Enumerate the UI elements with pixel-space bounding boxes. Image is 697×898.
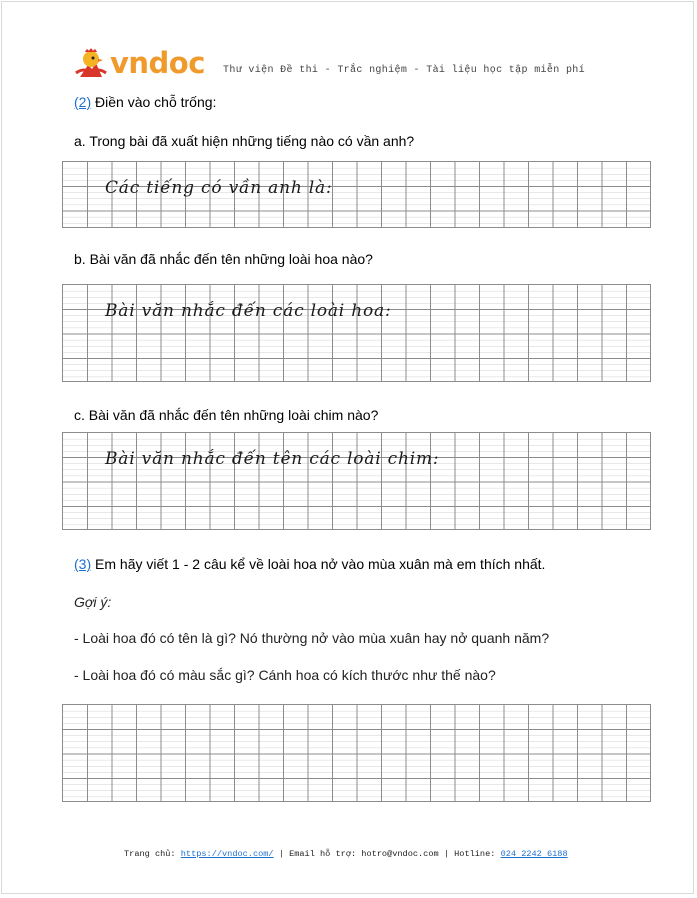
writing-grid-3[interactable]	[62, 704, 651, 802]
writing-grid-b[interactable]	[62, 284, 651, 382]
writing-grid-a[interactable]	[62, 161, 651, 228]
section-3-number[interactable]: (3)	[74, 556, 92, 572]
writing-grid-c[interactable]	[62, 432, 651, 530]
rooster-mascot-icon	[74, 47, 108, 79]
header-tagline: Thư viện Đề thi - Trắc nghiệm - Tài liệu học tập miễn phí	[223, 65, 586, 76]
footer	[124, 849, 568, 859]
footer-email-label: | Email hỗ trợ:	[278, 849, 357, 859]
section-2-heading	[74, 94, 216, 110]
section-2-title: Điền vào chỗ trống:	[95, 94, 217, 110]
footer-email[interactable]: hotro@vndoc.com	[361, 849, 439, 859]
footer-hotline-label: | Hotline:	[443, 849, 496, 859]
grid-lines	[63, 285, 650, 381]
grid-lines	[63, 705, 650, 801]
hint-line-2: - Loài hoa đó có màu sắc gì? Cánh hoa có kích thước như thế nào?	[74, 667, 496, 683]
footer-home-label: Trang chủ:	[124, 849, 176, 859]
footer-home-link[interactable]: https://vndoc.com/	[180, 849, 274, 859]
handwriting-answer-a: Các tiếng có vần anh là:	[105, 178, 333, 198]
question-c: c. Bài văn đã nhắc đến tên những loài chim nào?	[74, 407, 379, 423]
document-page	[1, 1, 694, 894]
hint-label: Gợi ý:	[74, 594, 112, 610]
logo-text: vndoc	[110, 46, 205, 80]
section-3-title: Em hãy viết 1 - 2 câu kể về loài hoa nở vào mùa xuân mà em thích nhất.	[95, 556, 546, 572]
grid-lines	[63, 433, 650, 529]
vndoc-logo[interactable]	[74, 46, 205, 80]
handwriting-answer-b: Bài văn nhắc đến các loài hoa:	[105, 301, 392, 321]
section-2-number[interactable]: (2)	[74, 94, 92, 110]
section-3-heading	[74, 556, 545, 572]
footer-hotline[interactable]: 024 2242 6188	[500, 849, 568, 859]
question-b: b. Bài văn đã nhắc đến tên những loài hoa nào?	[74, 251, 373, 267]
hint-line-1: - Loài hoa đó có tên là gì? Nó thường nở vào mùa xuân hay nở quanh năm?	[74, 630, 550, 646]
question-a: a. Trong bài đã xuất hiện những tiếng nào có vần anh?	[74, 133, 415, 149]
handwriting-answer-c: Bài văn nhắc đến tên các loài chim:	[105, 449, 440, 469]
